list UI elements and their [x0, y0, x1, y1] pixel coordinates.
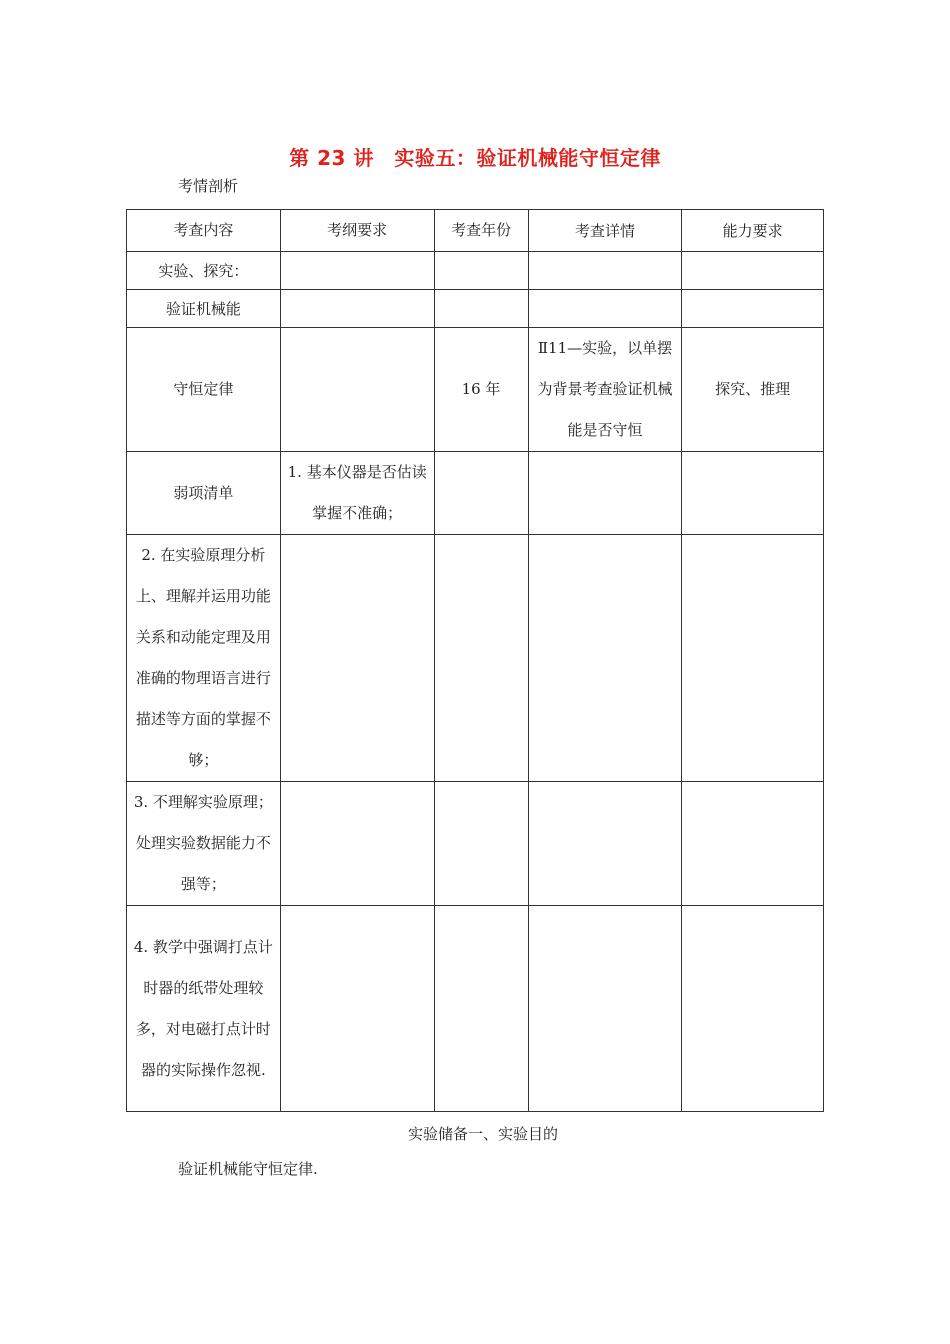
table-cell — [280, 290, 434, 328]
table-cell: 16 年 — [434, 328, 528, 452]
header-cell: 考查详情 — [528, 210, 682, 252]
table-cell — [434, 290, 528, 328]
table-row — [127, 328, 824, 452]
table-header-row — [127, 210, 824, 252]
table-cell — [280, 906, 434, 1112]
analysis-table — [126, 209, 824, 1112]
table-row — [127, 906, 824, 1112]
header-cell: 考纲要求 — [280, 210, 434, 252]
section-heading-objective: 实验储备一、实验目的 — [408, 1125, 559, 1143]
table-cell: 验证机械能 — [127, 290, 281, 328]
table-cell: 1. 基本仪器是否估读掌握不准确； — [280, 452, 434, 535]
section-heading: 考情剖析 — [178, 177, 239, 195]
table-row — [127, 252, 824, 290]
table-cell — [528, 290, 682, 328]
table-cell: 4. 教学中强调打点计时器的纸带处理较多，对电磁打点计时器的实际操作忽视. — [127, 906, 281, 1112]
table-cell: 3. 不理解实验原理；处理实验数据能力不强等； — [127, 782, 281, 906]
table-cell — [280, 328, 434, 452]
header-cell: 考查年份 — [434, 210, 528, 252]
table-cell — [682, 290, 824, 328]
table-cell: 守恒定律 — [127, 328, 281, 452]
table-cell — [434, 782, 528, 906]
table-cell: 实验、探究： — [127, 252, 281, 290]
header-cell: 考查内容 — [127, 210, 281, 252]
page-title: 第 23 讲 实验五：验证机械能守恒定律 — [289, 146, 661, 170]
table-cell — [434, 906, 528, 1112]
table-cell — [528, 252, 682, 290]
objective-text: 验证机械能守恒定律. — [178, 1160, 318, 1178]
header-cell: 能力要求 — [682, 210, 824, 252]
table-cell — [528, 535, 682, 782]
table-row — [127, 452, 824, 535]
table-cell: Ⅱ11—实验，以单摆为背景考查验证机械能是否守恒 — [528, 328, 682, 452]
table-cell — [434, 535, 528, 782]
table-cell: 探究、推理 — [682, 328, 824, 452]
table-cell — [280, 535, 434, 782]
table-cell — [682, 782, 824, 906]
table-cell — [528, 906, 682, 1112]
table-row — [127, 782, 824, 906]
table-row — [127, 290, 824, 328]
table-cell — [280, 782, 434, 906]
table-row — [127, 535, 824, 782]
table-cell — [682, 452, 824, 535]
table-cell — [682, 535, 824, 782]
table-cell — [528, 452, 682, 535]
table-cell: 2. 在实验原理分析上、理解并运用功能关系和动能定理及用准确的物理语言进行描述等方面的掌握不够； — [127, 535, 281, 782]
table-cell — [682, 252, 824, 290]
table-cell — [434, 452, 528, 535]
table-cell — [434, 252, 528, 290]
table-cell — [280, 252, 434, 290]
table-cell — [528, 782, 682, 906]
table-cell — [682, 906, 824, 1112]
table-cell: 弱项清单 — [127, 452, 281, 535]
